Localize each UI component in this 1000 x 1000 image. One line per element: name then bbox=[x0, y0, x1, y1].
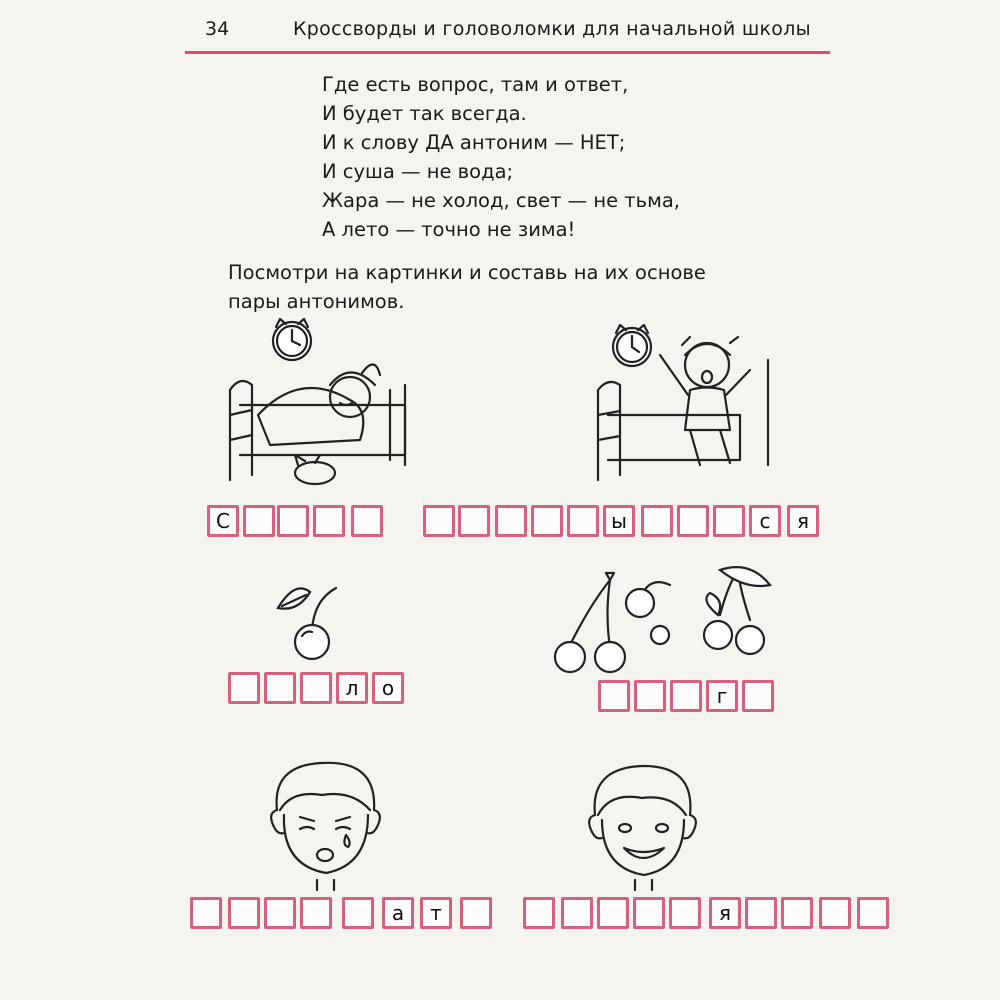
letter-box[interactable] bbox=[351, 505, 383, 537]
letter-box[interactable] bbox=[634, 680, 666, 712]
task-instruction bbox=[228, 258, 828, 316]
letter-box[interactable] bbox=[190, 897, 222, 929]
sad-boy-icon bbox=[262, 755, 392, 890]
letter-box[interactable] bbox=[300, 672, 332, 704]
letter-box[interactable] bbox=[567, 505, 599, 537]
happy-boy-icon bbox=[580, 760, 710, 890]
waking-child-icon bbox=[590, 315, 780, 500]
letter-box[interactable] bbox=[641, 505, 673, 537]
letter-box[interactable] bbox=[277, 505, 309, 537]
letter-box[interactable] bbox=[342, 897, 374, 929]
poem-line: Жара — не холод, свет — не тьма, bbox=[322, 189, 680, 212]
header-rule bbox=[185, 51, 830, 54]
instruction-line: пары антонимов. bbox=[228, 290, 405, 313]
letter-box[interactable]: л bbox=[336, 672, 368, 704]
letter-box[interactable] bbox=[228, 672, 260, 704]
letter-box[interactable] bbox=[713, 505, 745, 537]
letter-box[interactable] bbox=[633, 897, 665, 929]
letter-box[interactable] bbox=[531, 505, 563, 537]
poem bbox=[322, 70, 680, 244]
letter-box[interactable]: с bbox=[749, 505, 781, 537]
letter-box[interactable] bbox=[669, 897, 701, 929]
letter-box[interactable]: о bbox=[372, 672, 404, 704]
letter-box[interactable] bbox=[423, 505, 455, 537]
letter-box[interactable]: я bbox=[787, 505, 819, 537]
letter-box[interactable] bbox=[677, 505, 709, 537]
letter-box[interactable]: т bbox=[420, 897, 452, 929]
letter-box[interactable] bbox=[300, 897, 332, 929]
letter-box[interactable] bbox=[598, 680, 630, 712]
letter-box[interactable] bbox=[264, 672, 296, 704]
poem-line: А лето — точно не зима! bbox=[322, 218, 576, 241]
letter-box[interactable] bbox=[458, 505, 490, 537]
letter-box[interactable] bbox=[460, 897, 492, 929]
letter-box[interactable] bbox=[243, 505, 275, 537]
letter-box[interactable]: С bbox=[207, 505, 239, 537]
letter-box[interactable] bbox=[857, 897, 889, 929]
letter-box[interactable] bbox=[670, 680, 702, 712]
letter-box[interactable]: г bbox=[706, 680, 738, 712]
single-cherry-icon bbox=[270, 580, 350, 660]
header-title: Кроссворды и головоломки для начальной школы bbox=[293, 18, 811, 40]
poem-line: Где есть вопрос, там и ответ, bbox=[322, 73, 629, 96]
letter-box[interactable] bbox=[561, 897, 593, 929]
letter-box[interactable] bbox=[781, 897, 813, 929]
poem-line: И будет так всегда. bbox=[322, 102, 527, 125]
letter-box[interactable] bbox=[819, 897, 851, 929]
many-cherries-icon bbox=[550, 565, 790, 680]
poem-line: И суша — не вода; bbox=[322, 160, 514, 183]
letter-box[interactable] bbox=[228, 897, 260, 929]
letter-box[interactable]: ы bbox=[603, 505, 635, 537]
letter-box[interactable] bbox=[742, 680, 774, 712]
page-header bbox=[185, 8, 830, 48]
instruction-line: Посмотри на картинки и составь на их основе bbox=[228, 261, 706, 284]
letter-box[interactable] bbox=[597, 897, 629, 929]
letter-box[interactable]: я bbox=[709, 897, 741, 929]
letter-box[interactable] bbox=[745, 897, 777, 929]
letter-box[interactable] bbox=[495, 505, 527, 537]
poem-line: И к слову ДА антоним — НЕТ; bbox=[322, 131, 626, 154]
letter-box[interactable] bbox=[264, 897, 296, 929]
page-number: 34 bbox=[205, 18, 230, 40]
letter-box[interactable] bbox=[523, 897, 555, 929]
letter-box[interactable]: а bbox=[382, 897, 414, 929]
sleeping-child-icon bbox=[210, 315, 420, 500]
letter-box[interactable] bbox=[313, 505, 345, 537]
